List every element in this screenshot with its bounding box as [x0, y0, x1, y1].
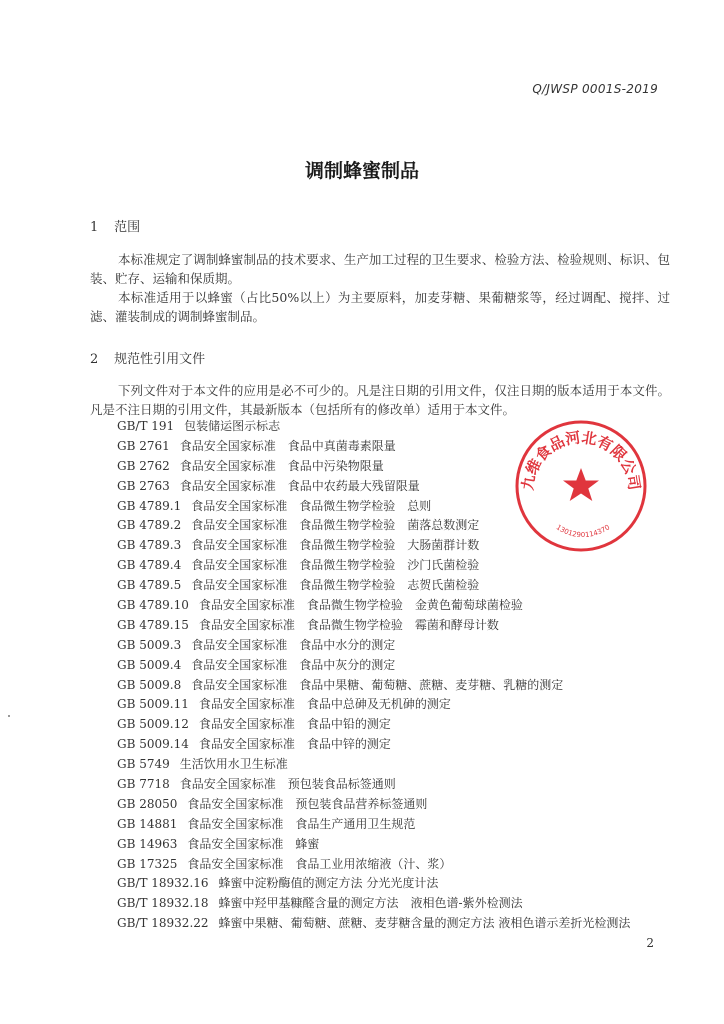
- section-number: 2: [90, 352, 99, 367]
- seal-company-text: 九维食品河北有限公司: [518, 428, 644, 492]
- scan-speck: [8, 715, 10, 717]
- reference-code: GB 4789.5: [117, 578, 182, 593]
- reference-title: 食品安全国家标准 食品中真菌毒素限量: [179, 438, 396, 453]
- section-title: 规范性引用文件: [114, 352, 206, 367]
- reference-code: GB/T 191: [117, 419, 175, 433]
- reference-code: GB 2761: [117, 438, 170, 453]
- document-number: Q/JWSP 0001S-2019: [532, 82, 658, 96]
- reference-item: [117, 676, 630, 696]
- reference-item: [117, 596, 630, 616]
- scope-paragraph-2: 本标准适用于以蜂蜜（占比50%以上）为主要原料，加麦芽糖、果葡糖浆等，经过调配、搅拌、过滤、灌装制成的调制蜂蜜制品。: [90, 290, 670, 324]
- reference-title: 食品安全国家标准 食品中铅的测定: [198, 717, 391, 732]
- reference-item: [117, 795, 630, 815]
- reference-code: GB 7718: [117, 777, 170, 792]
- reference-item: [117, 715, 630, 735]
- reference-code: GB 5009.12: [117, 717, 189, 732]
- reference-item: [117, 914, 630, 934]
- reference-code: GB 17325: [117, 856, 178, 871]
- reference-code: GB 4789.10: [117, 598, 189, 613]
- seal-star-icon: [563, 468, 599, 501]
- reference-code: GB 14963: [117, 836, 178, 851]
- reference-title: 食品安全国家标准 食品微生物学检验 霉菌和酵母计数: [198, 617, 499, 632]
- reference-item: [117, 576, 630, 596]
- reference-code: GB 5749: [117, 757, 170, 772]
- page-title: 调制蜂蜜制品: [304, 160, 419, 182]
- reference-code: GB 5009.11: [117, 697, 189, 712]
- reference-code: GB/T 18932.16: [117, 876, 209, 891]
- reference-title: 食品安全国家标准 预包装食品营养标签通则: [187, 796, 428, 811]
- reference-code: GB 2762: [117, 458, 170, 473]
- section-1-heading: [90, 216, 140, 235]
- reference-item: [117, 556, 630, 576]
- reference-item: [117, 656, 630, 676]
- reference-title: 食品安全国家标准 食品中灰分的测定: [191, 657, 396, 672]
- reference-item: [117, 855, 630, 875]
- reference-title: 食品安全国家标准 食品微生物学检验 总则: [191, 498, 432, 513]
- reference-code: GB/T 18932.22: [117, 916, 209, 931]
- reference-code: GB 4789.1: [117, 498, 182, 513]
- reference-title: 食品安全国家标准 蜂蜜: [187, 836, 320, 851]
- reference-item: [117, 874, 630, 894]
- reference-code: GB 4789.2: [117, 518, 182, 533]
- reference-code: GB 5009.14: [117, 737, 189, 752]
- reference-code: GB 4789.3: [117, 538, 182, 553]
- reference-code: GB 2763: [117, 478, 170, 493]
- reference-title: 食品安全国家标准 食品中锌的测定: [198, 737, 391, 752]
- reference-title: 食品安全国家标准 食品微生物学检验 菌落总数测定: [191, 518, 480, 533]
- reference-item: [117, 735, 630, 755]
- reference-title: 食品安全国家标准 食品中污染物限量: [179, 458, 384, 473]
- seal-number-text: 1301290114370: [554, 523, 612, 540]
- reference-item: [117, 775, 630, 795]
- section-2-heading: [90, 348, 205, 367]
- reference-code: GB 5009.3: [117, 637, 182, 652]
- reference-code: GB 5009.4: [117, 657, 182, 672]
- reference-title: 蜂蜜中淀粉酶值的测定方法 分光光度计法: [218, 876, 439, 891]
- reference-item: [117, 695, 630, 715]
- reference-title: 食品安全国家标准 预包装食品标签通则: [179, 777, 396, 792]
- reference-title: 蜂蜜中羟甲基糠醛含量的测定方法 液相色谱-紫外检测法: [218, 896, 523, 911]
- reference-item: [117, 835, 630, 855]
- scope-paragraph-1: 本标准规定了调制蜂蜜制品的技术要求、生产加工过程的卫生要求、检验方法、检验规则、标识、包装、贮存、运输和保质期。: [90, 252, 670, 286]
- section-2-intro: [90, 381, 670, 419]
- reference-item: [117, 755, 630, 775]
- reference-title: 食品安全国家标准 食品中农药最大残留限量: [179, 478, 420, 493]
- reference-code: GB 5009.8: [117, 677, 182, 692]
- reference-title: 包装储运图示标志: [184, 419, 281, 433]
- reference-title: 蜂蜜中果糖、葡萄糖、蔗糖、麦芽糖含量的测定方法 液相色谱示差折光检测法: [218, 916, 631, 931]
- reference-title: 食品安全国家标准 食品微生物学检验 金黄色葡萄球菌检验: [198, 598, 523, 613]
- reference-code: GB 4789.15: [117, 617, 189, 632]
- reference-item: [117, 636, 630, 656]
- reference-title: 生活饮用水卫生标准: [179, 757, 288, 772]
- references-intro: 下列文件对于本文件的应用是必不可少的。凡是注日期的引用文件，仅注日期的版本适用于本文件。凡是不注日期的引用文件，其最新版本（包括所有的修改单）适用于本文件。: [90, 383, 670, 417]
- reference-title: 食品安全国家标准 食品微生物学检验 志贺氏菌检验: [191, 578, 480, 593]
- company-seal: [513, 418, 649, 554]
- reference-code: GB 4789.4: [117, 558, 182, 573]
- reference-title: 食品安全国家标准 食品中果糖、葡萄糖、蔗糖、麦芽糖、乳糖的测定: [191, 677, 564, 692]
- reference-title: 食品安全国家标准 食品工业用浓缩液（汁、浆）: [187, 856, 452, 871]
- reference-title: 食品安全国家标准 食品中总砷及无机砷的测定: [198, 697, 451, 712]
- reference-title: 食品安全国家标准 食品微生物学检验 大肠菌群计数: [191, 538, 480, 553]
- reference-item: [117, 894, 630, 914]
- reference-code: GB 14881: [117, 816, 178, 831]
- section-title: 范围: [114, 220, 141, 235]
- section-number: 1: [90, 220, 99, 235]
- reference-code: GB 28050: [117, 796, 178, 811]
- reference-title: 食品安全国家标准 食品中水分的测定: [191, 637, 396, 652]
- page-number: 2: [646, 936, 654, 950]
- reference-item: [117, 815, 630, 835]
- section-1-body: [90, 250, 670, 326]
- reference-title: 食品安全国家标准 食品微生物学检验 沙门氏菌检验: [191, 558, 480, 573]
- reference-code: GB/T 18932.18: [117, 896, 209, 911]
- reference-item: [117, 616, 630, 636]
- reference-title: 食品安全国家标准 食品生产通用卫生规范: [187, 816, 416, 831]
